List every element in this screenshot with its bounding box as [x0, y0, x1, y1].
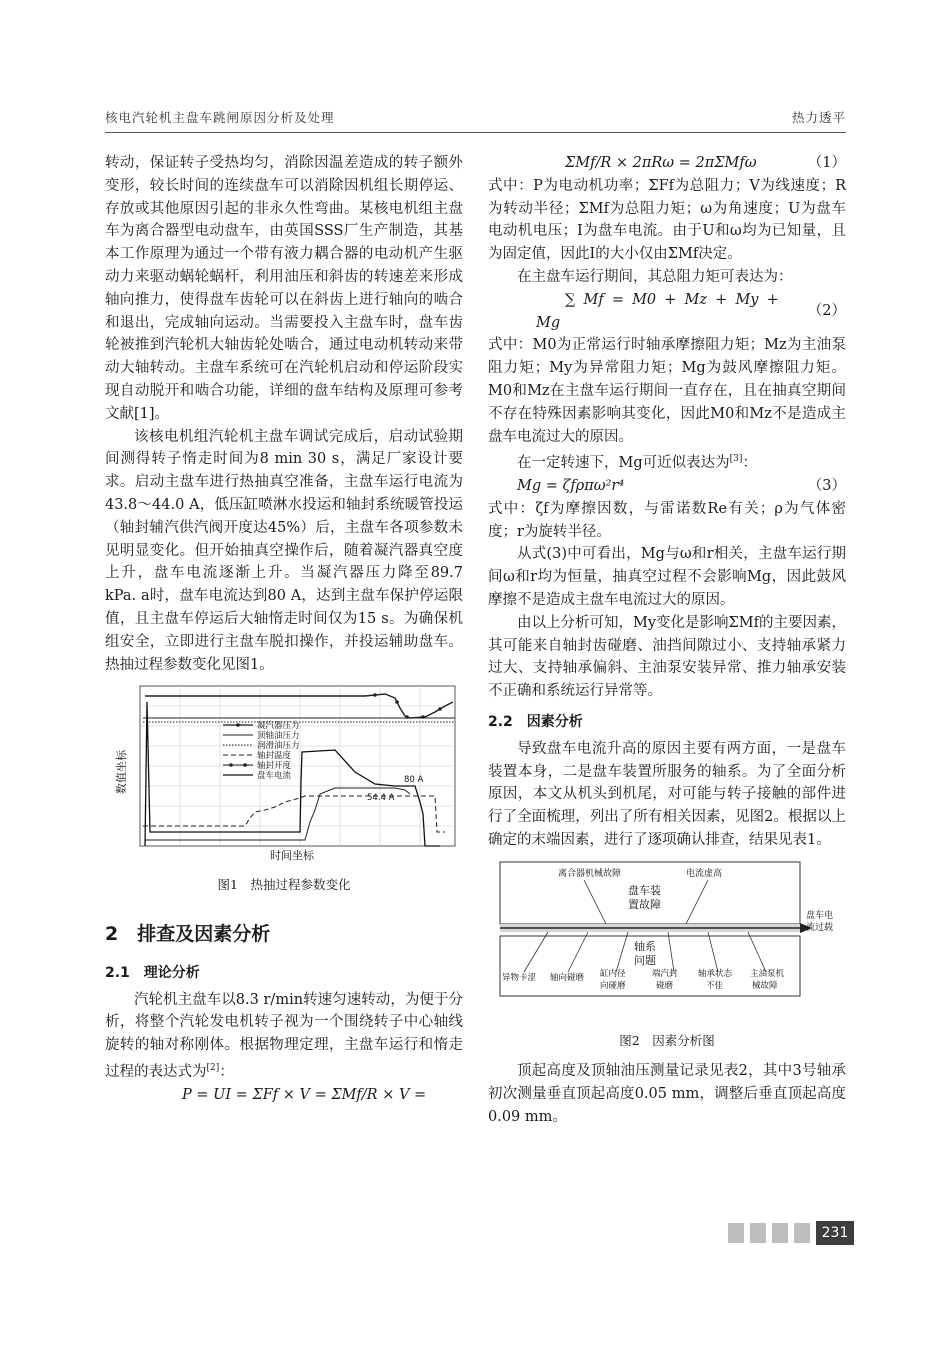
- paragraph-total-torque: 在主盘车运行期间，其总阻力矩可表达为：: [517, 268, 793, 285]
- equation-3-expr: Mg = ζfρπω²r⁴: [517, 477, 625, 494]
- cause-foreign-object: 异物卡涩: [502, 972, 537, 983]
- series-gland-seal-temperature: [143, 796, 445, 832]
- legend-label-current: 盘车电流: [257, 771, 292, 782]
- paragraph-eq3-symbols: 式中：ζf为摩擦因数，与雷诺数Re有关；ρ为气体密度；r为旋转半径。: [488, 500, 846, 540]
- figure-1: [105, 682, 463, 870]
- legend-label-lube-oil: 润滑油压力: [257, 741, 300, 752]
- equation-3: [488, 475, 846, 498]
- legend-label-jacking-oil: 顶轴油压力: [257, 731, 300, 742]
- legend-label-condenser-pressure: 凝汽器压力: [257, 721, 300, 732]
- citation-2: [2]: [206, 1062, 220, 1073]
- paragraph-jacking-height: 顶起高度及顶轴油压测量记录见表2，其中3号轴承初次测量垂直顶起高度0.05 mm，调整后垂直顶起高度0.09 mm。: [488, 1063, 846, 1125]
- running-header-title: 核电汽轮机主盘车跳闸原因分析及处理: [105, 110, 335, 125]
- legend-marker: [229, 764, 233, 768]
- cause-seal-rub-1: 端汽封: [652, 968, 678, 979]
- figure-1-chart: [105, 682, 463, 862]
- equation-1: [488, 152, 846, 175]
- cause-seal-rub-2: 碰磨: [656, 980, 674, 991]
- bone-line: [684, 880, 708, 928]
- paragraph-eq2-symbols: 式中：M0为正常运行时轴承摩擦阻力矩；Mz为主油泵阻力矩；My为异常阻力矩；Mg为鼓风摩擦阻力矩。M0和Mz在主盘车运行期间一直存在，且在抽真空期间不存在特殊因素影响其变化，因此M0和Mz不是造成主盘车电流过大的原因。: [488, 337, 846, 445]
- header-rule: [105, 132, 846, 133]
- legend-marker: [236, 724, 240, 728]
- equation-2-number: （2）: [807, 303, 846, 320]
- section-2-heading: 2 排查及因素分析: [105, 922, 271, 945]
- paragraph-factor-analysis: 导致盘车电流升高的原因主要有两方面，一是盘车装置本身，二是盘车装置所服务的轴系。为了全面分析原因，本文从机头到机尾，对可能与转子接触的部件进行了全面梳理，列出了所有相关因素，见图2。根据以上确定的末端因素，进行了逐项确认排查，结果见表1。: [488, 740, 846, 848]
- running-header-journal: 热力透平: [791, 110, 846, 125]
- cause-oil-pump-1: 主油泵机: [750, 968, 785, 979]
- page-number: 231: [816, 1221, 854, 1245]
- cause-bearing-1: 轴承状态: [698, 968, 733, 979]
- page-number-block: [728, 1221, 854, 1245]
- bottom-category-label-2: 问题: [634, 953, 656, 967]
- left-column: [105, 152, 463, 1106]
- equation-1-expr: ΣMf/R × 2πRω = 2πΣMfω: [565, 155, 757, 171]
- paragraph-eq3-conclusion: 从式(3)中可看出，Mg与ω和r相关，主盘车运行期间ω和r均为恒量，抽真空过程不会影响Mg，因此鼓风摩擦不是造成主盘车电流过大的原因。: [488, 546, 846, 608]
- annotation-54a: 54.4 A: [367, 793, 395, 804]
- top-category-label-1: 盘车装: [628, 883, 661, 897]
- paragraph-theory-colon: ：: [219, 1063, 234, 1080]
- legend: [223, 720, 300, 781]
- x-axis-label: 时间坐标: [270, 849, 314, 863]
- annotation-80a: 80 A: [404, 775, 424, 786]
- subsection-2-1-heading: 2.1 理论分析: [105, 964, 200, 981]
- right-column: [488, 152, 846, 1129]
- page-deco-bar: [728, 1223, 744, 1243]
- page-deco-bar: [794, 1223, 810, 1243]
- cause-clutch-fault: 离合器机械故障: [558, 868, 622, 879]
- effect-label-2: 流过载: [806, 922, 834, 933]
- figure-2: [488, 858, 846, 1026]
- legend-label-gland-opening: 轴封开度: [257, 761, 292, 772]
- figure-2-fishbone: [488, 858, 846, 1018]
- equation-2: [488, 289, 846, 335]
- paragraph-intro: 转动，保证转子受热均匀，消除因温差造成的转子额外变形，较长时间的连续盘车可以消除因机组长期停运、存放或其他原因引起的非永久性弯曲。某核电机组主盘车为离合器型电动盘车，由英国SSS厂生产制造，其基本工作原理为通过一个带有液力耦合器的电动机产生驱动力来驱动蜗轮蜗杆，利用油压和斜齿的转速差来形成轴向推力，使得盘车齿轮可以在斜齿上进行轴向的啮合和退出，完成轴向运动。当需要投入主盘车时，盘车齿轮被推到汽轮机大轴齿轮处啮合，通过电动机转动来带动大轴转动。主盘车系统可在汽轮机启动和停运阶段实现自动脱开和啮合功能，详细的盘车结构及原理可参考文献[1]。: [105, 155, 463, 422]
- equation-2-expr: ∑ Mf = M0 + Mz + My + Mg: [536, 291, 779, 331]
- equation-power-expr: P = UI = ΣFf × V = ΣMf/R × V =: [182, 1086, 427, 1103]
- cause-axial-rub: 轴向碰磨: [550, 972, 585, 983]
- bottom-category-label-1: 轴系: [634, 939, 656, 953]
- paragraph-debug: 该核电机组汽轮机主盘车调试完成后，启动试验期间测得转子惰走时间为8 min 30 s，满足厂家设计要求。启动主盘车进行热抽真空准备，主盘车运行电流为43.8～44.0 A，低压缸喷淋水投运和轴封系统暖管投运（轴封辅汽供汽阀开度达45%）后，主盘车各项参数未见明显变化。但开始抽真空操作后，随着凝汽器真空度上升，盘车电流逐渐上升。当凝汽器压力降至89.7 kPa. a时，盘车电流达到80 A，达到主盘车保护停运限值，且主盘车停运后大轴惰走时间仅为15 s。为确保机组安全，立即进行主盘车脱扣操作，并投运辅助盘车。热抽过程参数变化见图1。: [105, 428, 463, 673]
- cause-bearing-2: 不佳: [706, 980, 724, 991]
- paragraph-theory-text: 汽轮机主盘车以8.3 r/min转速匀速转动，为便于分析，将整个汽轮发电机转子视为一个围绕转子中心轴线旋转的轴对称刚体。根据物理定理，主盘车运行和惰走过程的表达式为: [105, 991, 463, 1080]
- cause-radial-rub-1: 缸内径: [600, 968, 626, 979]
- paragraph-windage-colon: ：: [742, 455, 757, 472]
- y-axis-label: 数值坐标: [115, 750, 128, 795]
- paragraph-windage-text: 在一定转速下，Mg可近似表达为: [517, 455, 730, 472]
- equation-3-number: （3）: [807, 477, 846, 494]
- page-deco-bar: [772, 1223, 788, 1243]
- cause-radial-rub-2: 向碰磨: [600, 980, 626, 991]
- top-category-label-2: 置故障: [628, 897, 661, 911]
- subsection-2-2-heading: 2.2 因素分析: [488, 713, 583, 730]
- grid: [140, 686, 455, 846]
- paragraph-theory: [105, 989, 463, 1084]
- figure-2-caption: 图2 因素分析图: [619, 1032, 715, 1048]
- effect-label-1: 盘车电: [806, 910, 834, 921]
- cause-oil-pump-2: 械故障: [752, 980, 778, 991]
- equation-1-number: （1）: [807, 155, 846, 171]
- cause-false-current: 电流虚高: [686, 868, 723, 879]
- bone-line: [584, 880, 608, 928]
- paragraph-my-factors: 由以上分析可知，My变化是影响ΣMf的主要因素，其可能来自轴封齿碰磨、油挡间隙过小、支持轴承紧力过大、支持轴承偏斜、主油泵安装异常、推力轴承安装不正确和系统运行异常等。: [488, 614, 847, 700]
- figure-1-caption: 图1 热抽过程参数变化: [217, 877, 351, 893]
- paragraph-eq1-symbols: 式中：P为电动机功率；ΣFf为总阻力；V为线速度；R为转动半径；ΣMf为总阻力矩；ω为角速度；U为盘车电动机电压；I为盘车电流。由于U和ω均为已知量，且为固定值，因此I的大小仅由ΣMf决定。: [488, 177, 846, 263]
- citation-3: [3]: [729, 454, 743, 465]
- legend-marker: [243, 764, 247, 768]
- equation-power: [105, 1084, 463, 1107]
- paragraph-windage: [488, 448, 846, 475]
- page-deco-bar: [750, 1223, 766, 1243]
- legend-label-gland-temp: 轴封温度: [257, 751, 292, 762]
